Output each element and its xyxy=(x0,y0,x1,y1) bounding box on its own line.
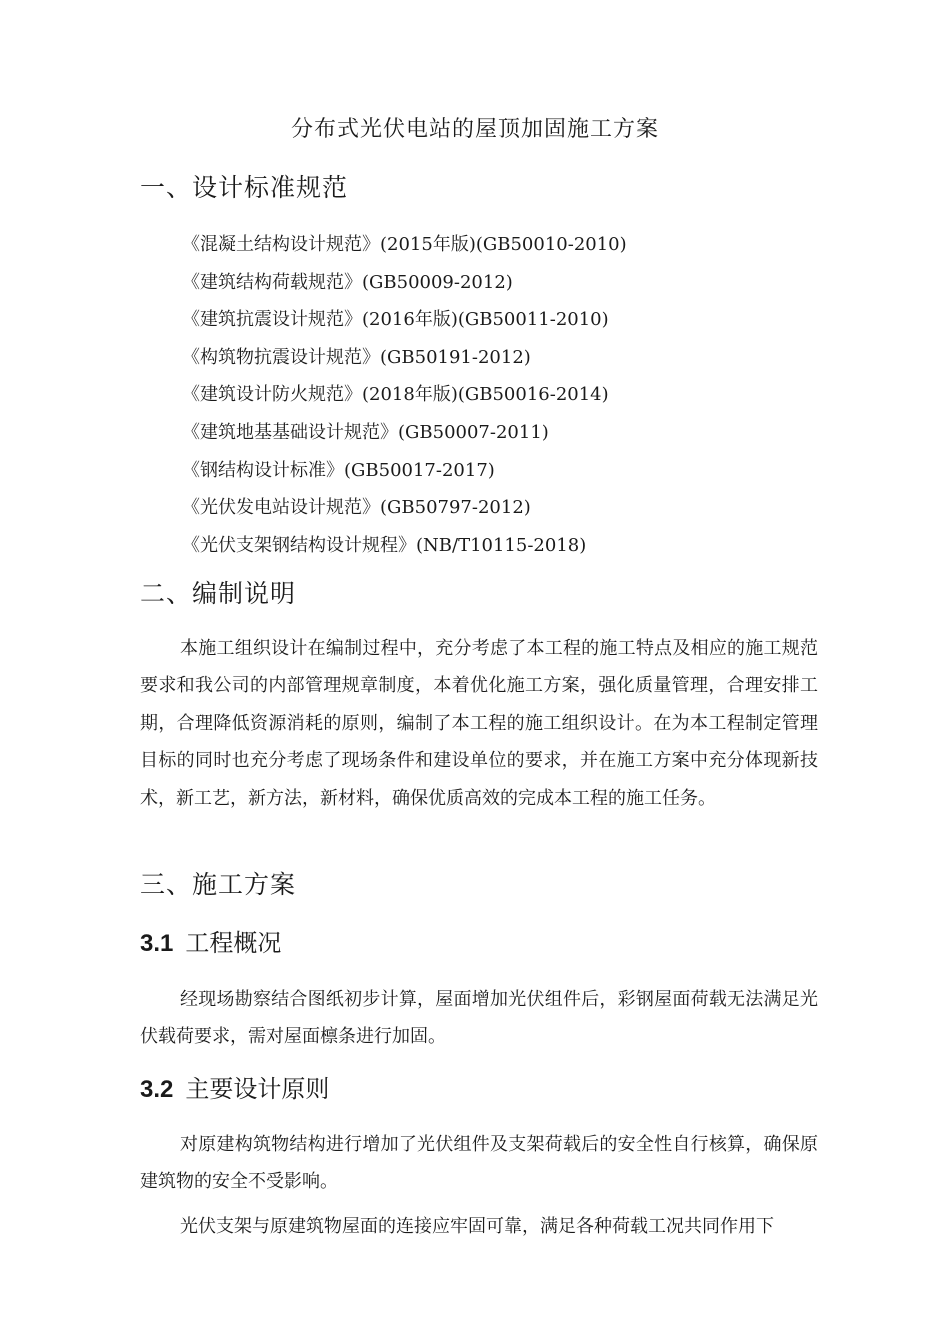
reference-item: 《建筑抗震设计规范》(2016年版)(GB50011-2010) xyxy=(182,309,609,331)
section-heading-compilation: 二、编制说明 xyxy=(140,579,297,608)
subsection-number: 3.1 xyxy=(140,930,174,957)
reference-item: 《光伏支架钢结构设计规程》(NB/T10115-2018) xyxy=(182,534,587,556)
subsection-heading-overview xyxy=(140,925,281,962)
reference-item: 《建筑地基基础设计规范》(GB50007-2011) xyxy=(182,421,549,443)
reference-list xyxy=(182,226,627,564)
design-principle-paragraph-1: 对原建构筑物结构进行增加了光伏组件及支架荷载后的安全性自行核算，确保原建筑物的安全不受影响。 xyxy=(140,1134,818,1193)
subsection-title: 主要设计原则 xyxy=(185,1075,330,1103)
reference-item: 《混凝土结构设计规范》(2015年版)(GB50010-2010) xyxy=(182,234,627,255)
reference-item: 《建筑设计防火规范》(2018年版)(GB50016-2014) xyxy=(182,384,609,406)
section-heading-standards: 一、设计标准规范 xyxy=(140,173,349,202)
section-heading-construction-plan: 三、施工方案 xyxy=(140,870,297,899)
design-principle-paragraph-2: 光伏支架与原建筑物屋面的连接应牢固可靠，满足各种荷载工况共同作用下 xyxy=(180,1216,774,1237)
reference-item: 《钢结构设计标准》(GB50017-2017) xyxy=(182,459,495,481)
reference-item: 《构筑物抗震设计规范》(GB50191-2012) xyxy=(182,346,531,368)
reference-item: 《光伏发电站设计规范》(GB50797-2012) xyxy=(182,497,531,519)
compilation-paragraph: 本施工组织设计在编制过程中，充分考虑了本工程的施工特点及相应的施工规范要求和我公司的内部管理规章制度，本着优化施工方案，强化质量管理，合理安排工期，合理降低资源消耗的原则，编制了本工程的施工组织设计。在为本工程制定管理目标的同时也充分考虑了现场条件和建设单位的要求，并在施工方案中充分体现新技术，新工艺，新方法，新材料，确保优质高效的完成本工程的施工任务。 xyxy=(140,638,818,809)
subsection-number: 3.2 xyxy=(140,1076,174,1103)
document-title: 分布式光伏电站的屋顶加固施工方案 xyxy=(290,117,659,142)
subsection-heading-design-principles xyxy=(140,1071,329,1108)
subsection-title: 工程概况 xyxy=(185,929,282,957)
overview-paragraph: 经现场勘察结合图纸初步计算，屋面增加光伏组件后，彩钢屋面荷载无法满足光伏载荷要求，需对屋面檩条进行加固。 xyxy=(140,989,818,1048)
reference-item: 《建筑结构荷载规范》(GB50009-2012) xyxy=(182,271,513,293)
